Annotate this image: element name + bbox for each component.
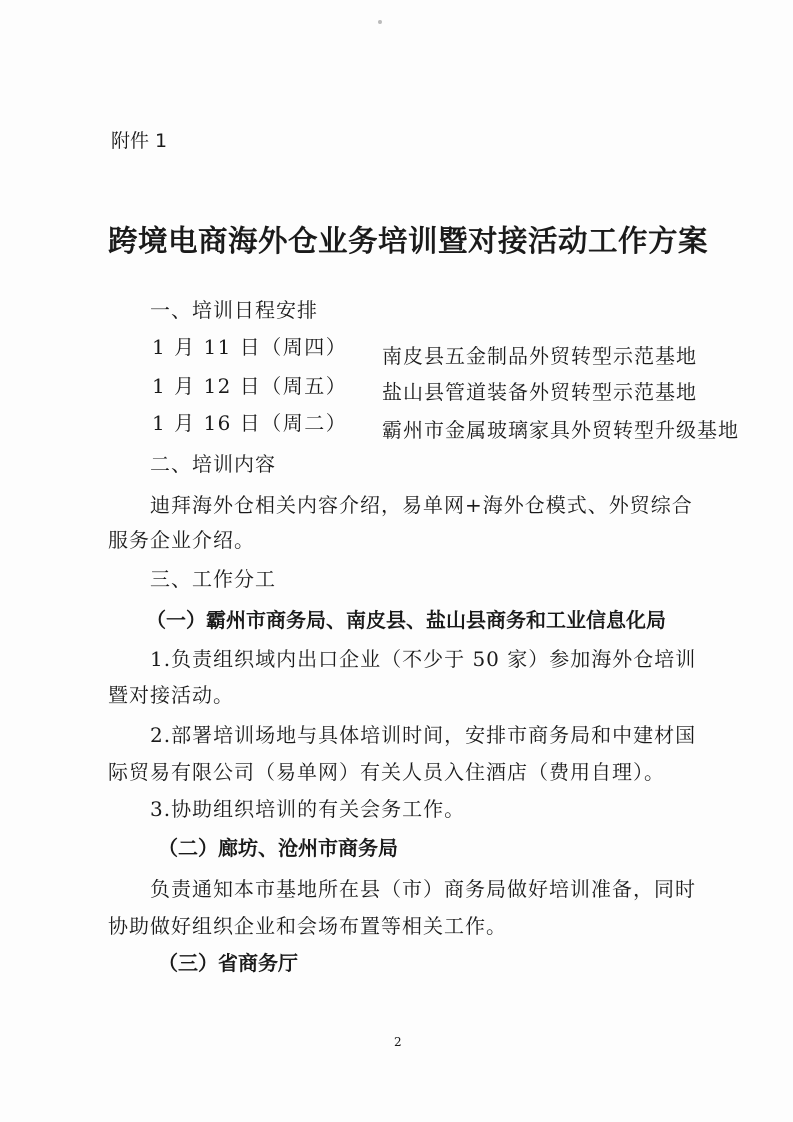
subsection-3-heading: （三）省商务厅	[158, 951, 298, 975]
section-2-line-1: 迪拜海外仓相关内容介绍，易单网+海外仓模式、外贸综合	[150, 493, 693, 517]
subsection-2-line-2: 协助做好组织企业和会场布置等相关工作。	[108, 914, 507, 938]
schedule-place-3: 霸州市金属玻璃家具外贸转型升级基地	[382, 418, 739, 442]
schedule-date-2: 1 月 12 日（周五）	[152, 374, 348, 398]
subsection-1-line-1: 1.负责组织域内出口企业（不少于 50 家）参加海外仓培训	[150, 647, 697, 671]
subsection-1-line-2: 暨对接活动。	[108, 683, 234, 707]
schedule-date-1: 1 月 11 日（周四）	[152, 335, 348, 359]
section-1-heading: 一、培训日程安排	[150, 298, 318, 322]
schedule-place-1: 南皮县五金制品外贸转型示范基地	[382, 344, 697, 368]
schedule-date-3: 1 月 16 日（周二）	[152, 411, 348, 435]
attachment-label: 附件 1	[111, 130, 168, 152]
document-title: 跨境电商海外仓业务培训暨对接活动工作方案	[108, 223, 709, 258]
section-3-heading: 三、工作分工	[150, 567, 276, 591]
page-number: 2	[394, 1035, 402, 1049]
subsection-1-heading: （一）霸州市商务局、南皮县、盐山县商务和工业信息化局	[146, 608, 666, 632]
subsection-1-line-3: 2.部署培训场地与具体培训时间，安排市商务局和中建材国	[150, 723, 697, 747]
subsection-2-line-1: 负责通知本市基地所在县（市）商务局做好培训准备，同时	[150, 877, 696, 901]
scan-speck	[378, 20, 382, 24]
schedule-place-2: 盐山县管道装备外贸转型示范基地	[382, 380, 697, 404]
section-2-heading: 二、培训内容	[150, 452, 276, 476]
subsection-1-line-4: 际贸易有限公司（易单网）有关人员入住酒店（费用自理）。	[108, 760, 665, 784]
subsection-2-heading: （二）廊坊、沧州市商务局	[158, 836, 398, 860]
section-2-line-2: 服务企业介绍。	[108, 528, 255, 552]
subsection-1-line-5: 3.协助组织培训的有关会务工作。	[150, 797, 466, 821]
